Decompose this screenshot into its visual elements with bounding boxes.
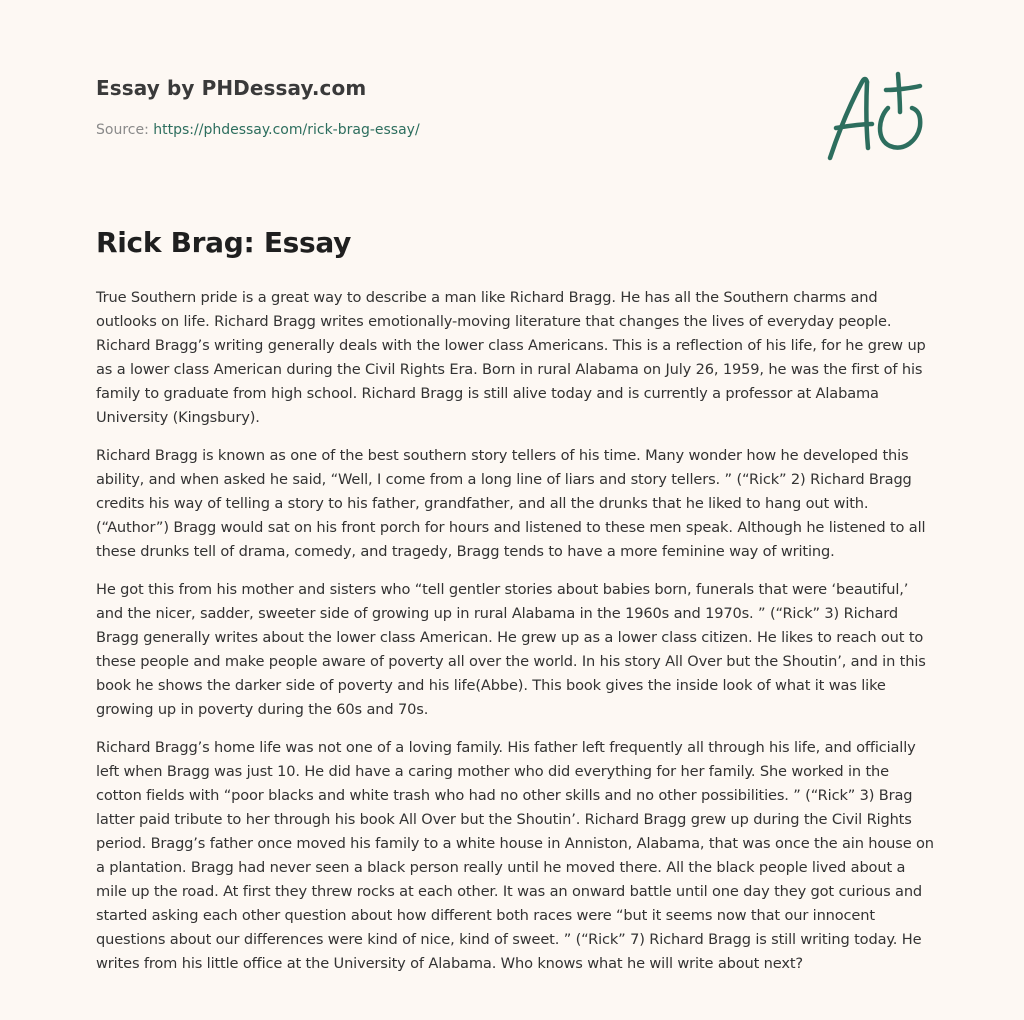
source-line [96,122,796,138]
a-plus-icon [822,68,930,164]
essay-paragraph: Richard Bragg is known as one of the best southern story tellers of his time. Many wonder how he developed this ability, and when asked he said, “Well, I come from a long line of liars and story tellers. ” (“Rick” 2) Richard Bragg credits his way of telling a story to his father, grandfather, and all the drunks that he liked to hang out with. (“Author”) Bragg would sat on his front porch for hours and listened to these men speak. Although he listened to all these drunks tell of drama, comedy, and tragedy, Bragg tends to have a more feminine way of writing. [96,447,926,560]
source-link[interactable]: https://phdessay.com/rick-brag-essay/ [153,122,420,138]
essay-paragraph: He got this from his mother and sisters who “tell gentler stories about babies born, funerals that were ‘beautiful,’ and the nicer, sadder, sweeter side of growing up in rural Alabama in the 1960s and 1970s. ” (“Rick” 3) Richard Bragg generally writes about the lower class American. He grew up as a lower class citizen. He likes to reach out to these people and make people aware of poverty all over the world. In his story All Over but the Shoutin’, and in this book he shows the darker side of poverty and his life(Abbe). This book gives the inside look of what it was like growing up in poverty during the 60s and 70s. [96,581,926,718]
essay-body [96,286,934,990]
source-label: Source: [96,122,154,138]
site-header [96,76,796,138]
site-brand: Essay by PHDessay.com [96,76,367,100]
essay-paragraph: Richard Bragg’s home life was not one of a loving family. His father left frequently all through his life, and officially left when Bragg was just 10. He did have a caring mother who did everything for her family. She worked in the cotton fields with “poor blacks and white trash who had no other skills and no other possibilities. ” (“Rick” 3) Brag latter paid tribute to her through his book All Over but the Shoutin’. Richard Bragg grew up during the Civil Rights period. Bragg’s father once moved his family to a white house in Anniston, Alabama, that was once the ain house on a plantation. Bragg had never seen a black person really until he moved there. All the black people lived about a mile up the road. At first they threw rocks at each other. It was an onward battle until one day they got curious and started asking each other question about how different both races were “but it seems now that our innocent questions about our differences were kind of nice, kind of sweet. ” (“Rick” 7) Richard Bragg is still writing today. He writes from his little office at the University of Alabama. Who knows what he will write about next? [96,739,934,972]
essay-paragraph: True Southern pride is a great way to describe a man like Richard Bragg. He has all the Southern charms and outlooks on life. Richard Bragg writes emotionally-moving literature that changes the lives of everyday people. Richard Bragg’s writing generally deals with the lower class Americans. This is a reflection of his life, for he grew up as a lower class American during the Civil Rights Era. Born in rural Alabama on July 26, 1959, he was the first of his family to graduate from high school. Richard Bragg is still alive today and is currently a professor at Alabama University (Kingsbury). [96,289,926,426]
essay-title: Rick Brag: Essay [96,226,352,259]
